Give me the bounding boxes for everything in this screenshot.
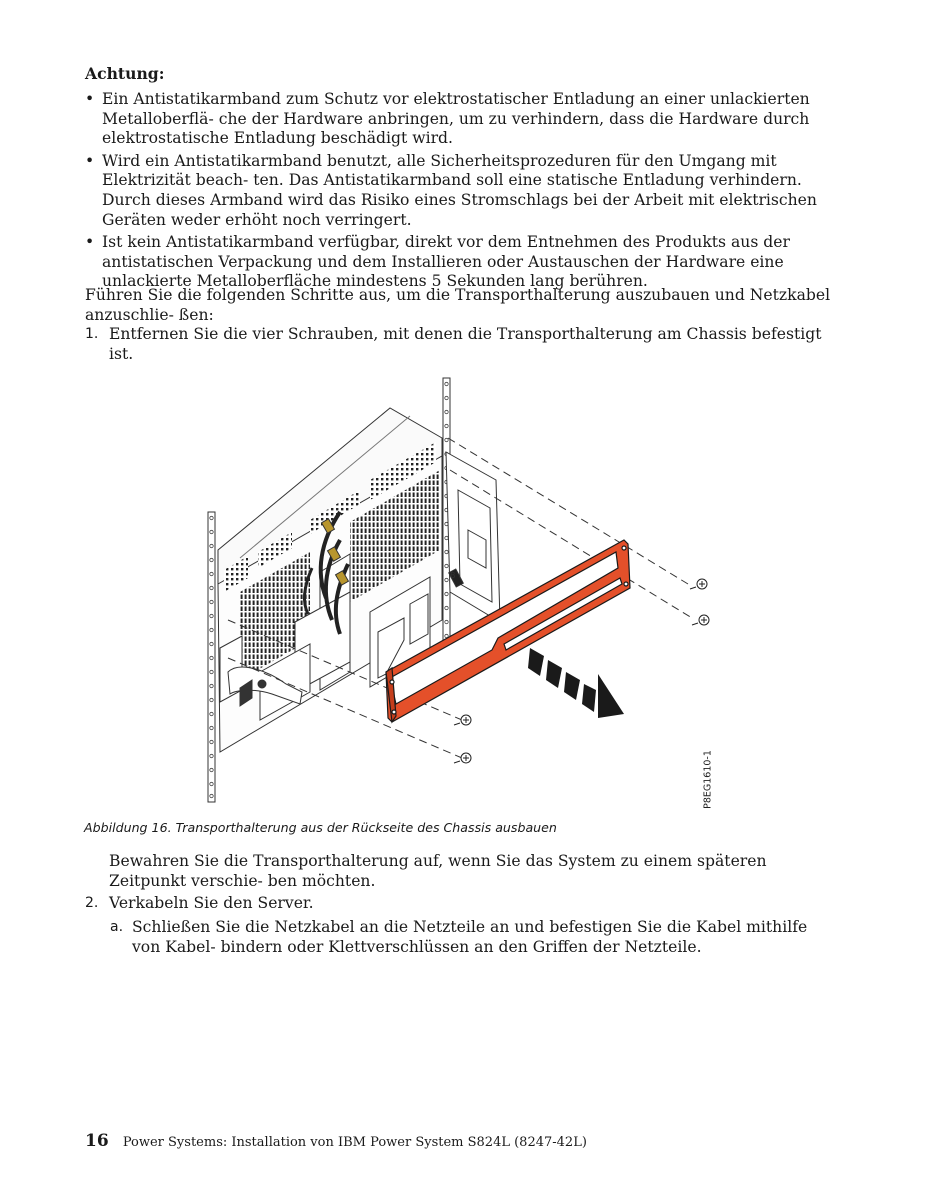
warning-bullet-text: Wird ein Antistatikarmband benutzt, alle Sicherheitsprozeduren für den Umgang mit Elektrizität beach- ten. Das Antistatikarmband soll eine statische Entladung verhindern. Durch dieses Armband wird das Risiko eines Stromschlags bei der Arbeit mit elektrischen Geräten weder erhöht noch verringert. bbox=[102, 151, 817, 229]
after-figure-paragraph: Bewahren Sie die Transporthalterung auf, wenn Sie das System zu einem späteren Zeitpunkt verschie- ben möchten. bbox=[109, 852, 767, 890]
bullet-marker: • bbox=[85, 90, 95, 108]
warning-heading: Achtung: bbox=[85, 64, 165, 83]
left-rack-rail bbox=[208, 512, 215, 802]
step-number: 1. bbox=[85, 326, 99, 342]
step-text: Entfernen Sie die vier Schrauben, mit denen die Transporthalterung am Chassis befestigt ist. bbox=[109, 325, 822, 363]
warning-list bbox=[85, 90, 840, 295]
page-footer bbox=[85, 1132, 587, 1153]
direction-arrow-icon bbox=[528, 648, 624, 718]
step-text: Verkabeln Sie den Server. bbox=[109, 894, 314, 912]
figure-illustration bbox=[200, 372, 720, 812]
step-2 bbox=[85, 894, 840, 914]
warning-bullet bbox=[85, 90, 840, 149]
step-number: 2. bbox=[85, 895, 99, 911]
bullet-marker: • bbox=[85, 151, 95, 170]
intro-paragraph: Führen Sie die folgenden Schritte aus, um die Transporthalterung auszubauen und Netzkabel anzuschlie- ßen: bbox=[85, 286, 831, 324]
footer-title: Power Systems: Installation von IBM Power System S824L (8247-42L) bbox=[122, 1135, 587, 1150]
substep-letter: a. bbox=[110, 919, 124, 935]
page-number: 16 bbox=[85, 1131, 109, 1151]
figure-id-label: P8EG1610-1 bbox=[702, 750, 714, 809]
warning-bullet-text: Ist kein Antistatikarmband verfügbar, direkt vor dem Entnehmen des Produkts aus der antistatischen Verpackung und dem Installieren oder Austauschen der Hardware eine unlackierte Metalloberfläche mindestens 5 Sekunden lang berühren. bbox=[102, 233, 790, 291]
screw-icon bbox=[692, 615, 709, 625]
warning-bullet bbox=[85, 152, 840, 230]
substep-a bbox=[110, 918, 840, 957]
substep-text: Schließen Sie die Netzkabel an die Netzteile an und befestigen Sie die Kabel mithilfe von Kabel- bindern oder Klettverschlüssen an den Griffen der Netzteile. bbox=[132, 918, 808, 956]
warning-bullet-text: Ein Antistatikarmband zum Schutz vor elektrostatischer Entladung an einer unlackierten Metalloberflä- che der Hardware anbringen, um zu verhindern, dass die Hardware durch elektrostatische Entladung beschädigt wird. bbox=[102, 90, 810, 148]
bullet-marker: • bbox=[85, 233, 95, 252]
figure-caption: Abbildung 16. Transporthalterung aus der Rückseite des Chassis ausbauen bbox=[84, 820, 557, 835]
step-1 bbox=[85, 325, 840, 364]
warning-bullet bbox=[85, 233, 840, 292]
screw-icon bbox=[454, 715, 471, 725]
server-chassis bbox=[218, 408, 500, 752]
screw-icon bbox=[454, 753, 471, 763]
figure-id-container bbox=[700, 752, 714, 812]
svg-text:B: B bbox=[450, 571, 456, 580]
screw-icon bbox=[690, 579, 707, 589]
